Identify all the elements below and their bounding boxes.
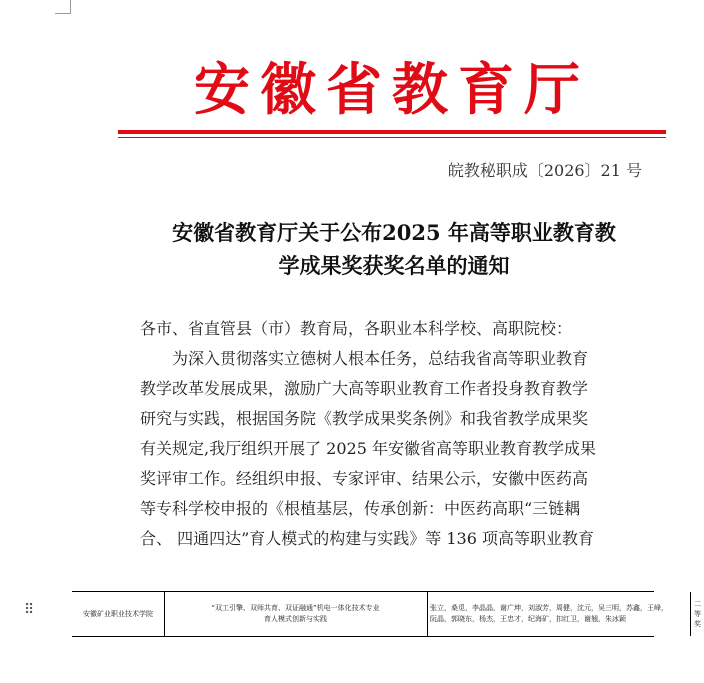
members-line-1: 张立，桑觅，李晶晶，谢广坤，刘淑芳，周健，沈元，吴三明，苏鑫，王峰， xyxy=(430,604,668,612)
body-line: 合、 四通四达”育人模式的构建与实践》等 136 项高等职业教育 xyxy=(140,529,594,548)
title-line-2: 学成果奖获奖名单的通知 xyxy=(278,253,510,278)
body-line: 等专科学校申报的《根植基层，传承创新：中医药高职“三链耦 xyxy=(140,499,581,518)
project-line-1: “双工引擎、双师共育、双证融通”机电一体化技术专业 xyxy=(211,604,380,612)
project-line-2: 育人模式创新与实践 xyxy=(263,615,327,623)
title-line-1: 安徽省教育厅关于公布2025 年高等职业教育教 xyxy=(172,220,616,245)
drag-handle-icon[interactable]: ⠿ xyxy=(24,602,35,618)
document-number: 皖教秘职成〔2026〕21 号 xyxy=(447,161,642,180)
body-line: 有关规定,我厅组织开展了 2025 年安徽省高等职业教育教学成果 xyxy=(140,439,596,458)
body-line: 奖评审工作。经组织申报、专家评审、结果公示，安徽中医药高 xyxy=(140,469,589,488)
body-line: 为深入贯彻落实立德树人根本任务，总结我省高等职业教育 xyxy=(140,349,589,368)
body-line: 研究与实践，根据国务院《教学成果奖条例》和我省教学成果奖 xyxy=(140,409,589,428)
document-title xyxy=(124,216,664,282)
red-rule-thick xyxy=(118,130,666,134)
document-body xyxy=(140,314,660,554)
award-cell: 二等奖 xyxy=(694,600,701,628)
table-row xyxy=(72,591,701,637)
school-cell: 安徽矿业职业技术学院 xyxy=(83,610,153,618)
members-line-2: 阮晶，郭晓东，杨杰，王忠才，纪海矿，扣红卫，谢翘，朱冰颖 xyxy=(430,615,626,623)
members-cell xyxy=(427,592,690,636)
addressee-line: 各市、省直管县（市）教育局，各职业本科学校、高职院校： xyxy=(140,319,573,338)
body-line: 教学改革发展成果，激励广大高等职业教育工作者投身教育教学 xyxy=(140,379,589,398)
red-rule-thin xyxy=(118,137,666,138)
agency-masthead: 安徽省教育厅 xyxy=(194,57,590,123)
project-cell xyxy=(164,592,427,636)
page-corner-mark xyxy=(55,0,71,14)
